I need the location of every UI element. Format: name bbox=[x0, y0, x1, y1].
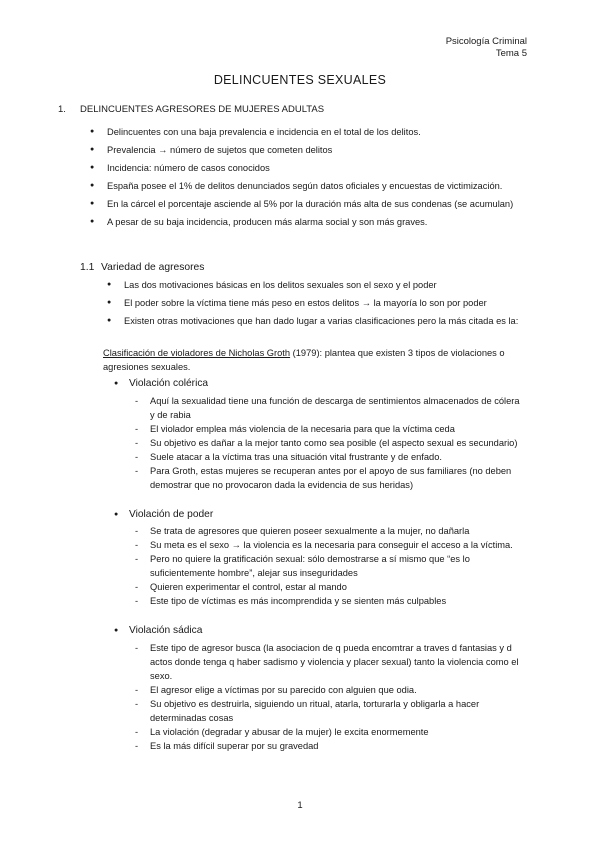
type-sadica-items bbox=[150, 641, 525, 753]
section-1-bullets bbox=[107, 125, 522, 233]
type-colerica bbox=[129, 377, 429, 395]
list-item: - Su objetivo es destruirla, siguiendo un ritual, atarla, torturarla y obligarla a hacer determinadas cosas bbox=[150, 697, 525, 725]
groth-link-text: Clasificación de violadores de Nicholas Groth bbox=[103, 348, 291, 358]
header-topic: Tema 5 bbox=[495, 48, 527, 59]
section-1-heading bbox=[58, 103, 324, 117]
type-sadica bbox=[129, 624, 429, 642]
list-item: ● Existen otras motivaciones que han dado lugar a varias clasificaciones pero la más citada es la: bbox=[124, 314, 524, 328]
page-header bbox=[446, 36, 527, 60]
document-title: DELINCUENTES SEXUALES bbox=[213, 73, 387, 87]
list-item: - Aquí la sexualidad tiene una función de descarga de sentimientos almacenados de cólera y de rabia bbox=[150, 394, 525, 422]
subsection-number: 1.1 bbox=[80, 262, 95, 273]
list-item: - Para Groth, estas mujeres se recuperan antes por el apoyo de sus familiares (no deben demostrar que no provocaron dada la evidencia de sus heridas) bbox=[150, 464, 525, 492]
list-item: - Quieren experimentar el control, estar al mando bbox=[150, 580, 525, 594]
subsection-bullets bbox=[124, 278, 524, 332]
list-item: - Su meta es el sexo → la violencia es la necesaria para conseguir el acceso a la víctima. bbox=[150, 538, 525, 552]
list-item: - Su objetivo es dañar a la mejor tanto como sea posible (el aspecto sexual es secundario) bbox=[150, 436, 525, 450]
list-item: - Pero no quiere la gratificación sexual: sólo demostrarse a sí mismo que “es lo suficientemente hombre”, alejar sus inseguridades bbox=[150, 552, 525, 580]
list-item: ● Las dos motivaciones básicas en los delitos sexuales son el sexo y el poder bbox=[124, 278, 524, 292]
type-heading: ● Violación sádica bbox=[129, 624, 429, 638]
list-item: ● España posee el 1% de delitos denunciados según datos oficiales y encuestas de victimización. bbox=[107, 179, 522, 193]
list-item: - La violación (degradar y abusar de la mujer) le excita enormemente bbox=[150, 725, 525, 739]
type-heading: ● Violación de poder bbox=[129, 508, 429, 522]
list-item: - El agresor elige a víctimas por su parecido con alguien que odia. bbox=[150, 683, 525, 697]
type-poder-items bbox=[150, 524, 525, 608]
list-item: ● Prevalencia → número de sujetos que cometen delitos bbox=[107, 143, 522, 157]
type-colerica-items bbox=[150, 394, 525, 492]
list-item: - Es la más difícil superar por su gravedad bbox=[150, 739, 525, 753]
list-item: - Este tipo de agresor busca (la asociacion de q pueda encomtrar a traves d fantasias y d actos donde tenga q haber sadismo y violencia y placer sexual) tanto la violencia como el sexo. bbox=[150, 641, 525, 683]
subsection-1-1-heading bbox=[80, 261, 204, 275]
groth-rest: (1979): plantea que existen 3 tipos de violaciones o agresiones sexuales. bbox=[103, 348, 505, 372]
type-heading: ● Violación colérica bbox=[129, 377, 429, 391]
groth-paragraph bbox=[103, 346, 523, 374]
section-1-number: 1. bbox=[58, 104, 66, 115]
list-item: - Suele atacar a la víctima tras una situación vital frustrante y de enfado. bbox=[150, 450, 525, 464]
list-item: - Este tipo de víctimas es más incomprendida y se sienten más culpables bbox=[150, 594, 525, 608]
list-item: ● A pesar de su baja incidencia, producen más alarma social y son más graves. bbox=[107, 215, 522, 229]
list-item: ● Incidencia: número de casos conocidos bbox=[107, 161, 522, 175]
subsection-title: Variedad de agresores bbox=[101, 262, 205, 273]
list-item: ● El poder sobre la víctima tiene más peso en estos delitos → la mayoría lo son por poder bbox=[124, 296, 524, 310]
section-1-title: DELINCUENTES AGRESORES DE MUJERES ADULTAS bbox=[80, 104, 325, 115]
list-item: ● Delincuentes con una baja prevalencia e incidencia en el total de los delitos. bbox=[107, 125, 522, 139]
page-number: 1 bbox=[297, 800, 303, 811]
list-item: - El violador emplea más violencia de la necesaria para que la víctima ceda bbox=[150, 422, 525, 436]
list-item: - Se trata de agresores que quieren poseer sexualmente a la mujer, no dañarla bbox=[150, 524, 525, 538]
header-subject: Psicología Criminal bbox=[445, 36, 527, 47]
list-item: ● En la cárcel el porcentaje asciende al 5% por la duración más alta de sus condenas (se acumulan) bbox=[107, 197, 522, 211]
